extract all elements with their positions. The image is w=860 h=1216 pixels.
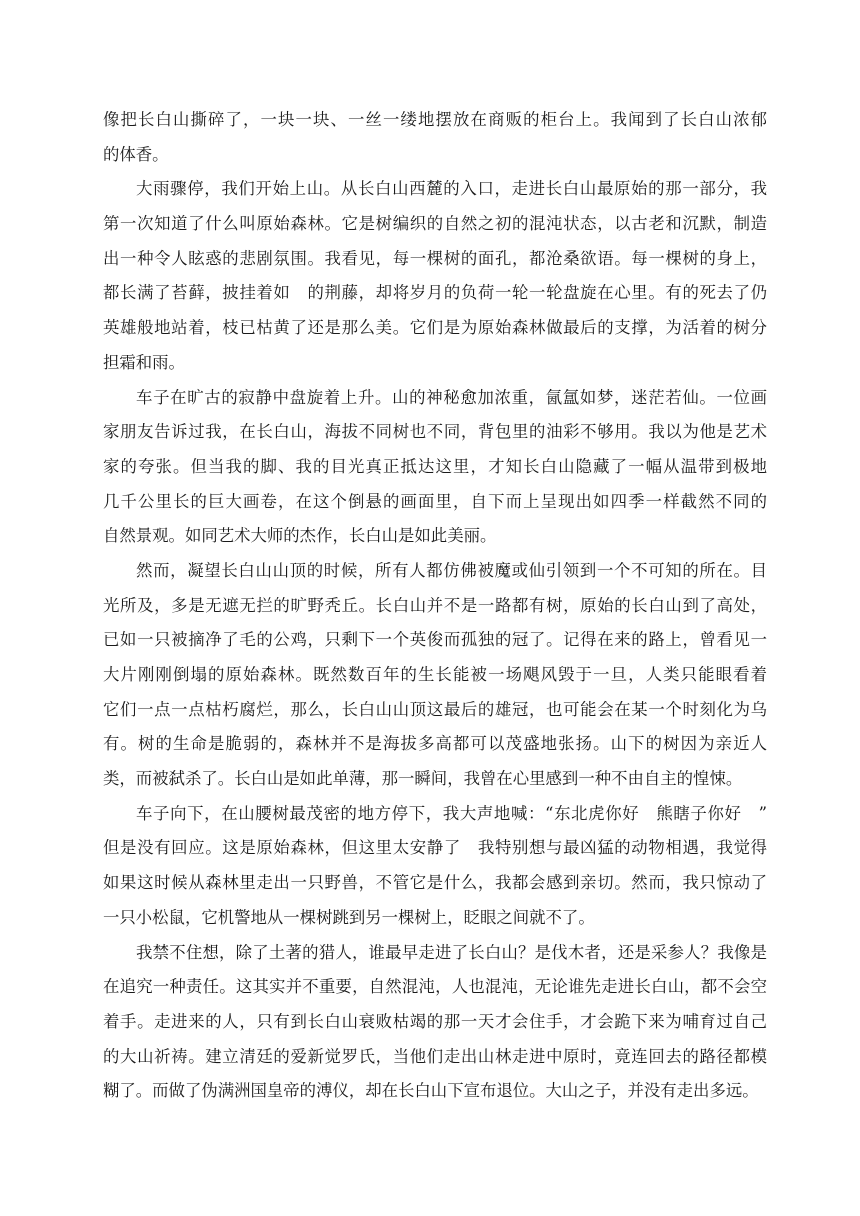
- paragraph: [103, 554, 767, 797]
- text-line: 类，而被弑杀了。长白山是如此单薄，那一瞬间，我曾在心里感到一种不由自主的惶悚。: [103, 769, 743, 789]
- paragraph: [103, 103, 767, 172]
- text-line: 大雨骤停，我们开始上山。从长白山西麓的入口，走进长白山最原始的那一部分，我: [136, 179, 767, 199]
- text-line: 车子向下，在山腰树最茂密的地方停下，我大声地喊：“东北虎你好 熊瞎子你好 ”: [136, 803, 767, 823]
- text-line: 的体香。: [103, 144, 169, 164]
- text-line: 出一种令人眩惑的悲剧氛围。我看见，每一棵树的面孔，都沧桑欲语。每一棵树的身上，: [103, 248, 767, 268]
- text-line: 大片刚刚倒塌的原始森林。既然数百年的生长能被一场飓风毁于一旦，人类只能眼看着: [103, 665, 767, 684]
- text-line: 在追究一种责任。这其实并不重要，自然混沌，人也混沌，无论谁先走进长白山，都不会空: [103, 977, 767, 997]
- text-line: 像把长白山撕碎了，一块一块、一丝一缕地摆放在商贩的柜台上。我闻到了长白山浓郁: [103, 110, 767, 129]
- document-page: [103, 103, 767, 1109]
- text-line: 糊了。而做了伪满洲国皇帝的溥仪，却在长白山下宣布退位。大山之子，并没有走出多远。: [103, 1081, 759, 1101]
- text-line: 的大山祈祷。建立清廷的爱新觉罗氏，当他们走出山林走进中原时，竟连回去的路径都模: [103, 1046, 767, 1066]
- text-line: 着手。走进来的人，只有到长白山衰败枯竭的那一天才会住手，才会跪下来为哺育过自己: [103, 1011, 767, 1031]
- text-line: 担霜和雨。: [103, 352, 185, 372]
- text-line: 一只小松鼠，它机警地从一棵树跳到另一棵树上，眨眼之间就不了。: [103, 907, 595, 927]
- text-line: 有。树的生命是脆弱的，森林并不是海拔多高都可以茂盛地张扬。山下的树因为亲近人: [103, 734, 767, 754]
- text-line: 都长满了苔藓，披挂着如 的荆藤，却将岁月的负荷一轮一轮盘旋在心里。有的死去了仍: [103, 283, 767, 303]
- paragraph: [103, 797, 767, 936]
- text-line: 已如一只被摘净了毛的公鸡，只剩下一个英俊而孤独的冠了。记得在来的路上，曾看见一: [103, 630, 767, 650]
- text-line: 如果这时候从森林里走出一只野兽，不管它是什么，我都会感到亲切。然而，我只惊动了: [103, 873, 767, 893]
- text-line: 英雄般地站着，枝已枯黄了还是那么美。它们是为原始森林做最后的支撑，为活着的树分: [103, 318, 767, 338]
- text-line: 自然景观。如同艺术大师的杰作，长白山是如此美丽。: [103, 526, 497, 546]
- paragraph: [103, 936, 767, 1109]
- text-line: 几千公里长的巨大画卷，在这个倒悬的画面里，自下而上呈现出如四季一样截然不同的: [103, 491, 767, 511]
- text-line: 它们一点一点枯朽腐烂，那么，长白山山顶这最后的雄冠，也可能会在某一个时刻化为乌: [103, 699, 767, 719]
- paragraph: [103, 381, 767, 554]
- text-line: 车子在旷古的寂静中盘旋着上升。山的神秘愈加浓重，氤氲如梦，迷茫若仙。一位画: [136, 387, 767, 407]
- text-line: 然而，凝望长白山山顶的时候，所有人都仿佛被魔或仙引领到一个不可知的所在。目: [136, 560, 767, 580]
- text-line: 光所及，多是无遮无拦的旷野秃丘。长白山并不是一路都有树，原始的长白山到了高处，: [103, 595, 767, 615]
- text-line: 但是没有回应。这是原始森林，但这里太安静了 我特别想与最凶猛的动物相遇，我觉得: [103, 838, 767, 858]
- text-line: 家朋友告诉过我，在长白山，海拔不同树也不同，背包里的油彩不够用。我以为他是艺术: [103, 422, 767, 442]
- text-line: 我禁不住想，除了土著的猎人，谁最早走进了长白山？是伐木者，还是采参人？我像是: [136, 942, 767, 962]
- paragraph: [103, 172, 767, 380]
- text-line: 第一次知道了什么叫原始森林。它是树编织的自然之初的混沌状态，以古老和沉默，制造: [103, 214, 767, 234]
- text-line: 家的夸张。但当我的脚、我的目光真正抵达这里，才知长白山隐藏了一幅从温带到极地: [103, 456, 767, 476]
